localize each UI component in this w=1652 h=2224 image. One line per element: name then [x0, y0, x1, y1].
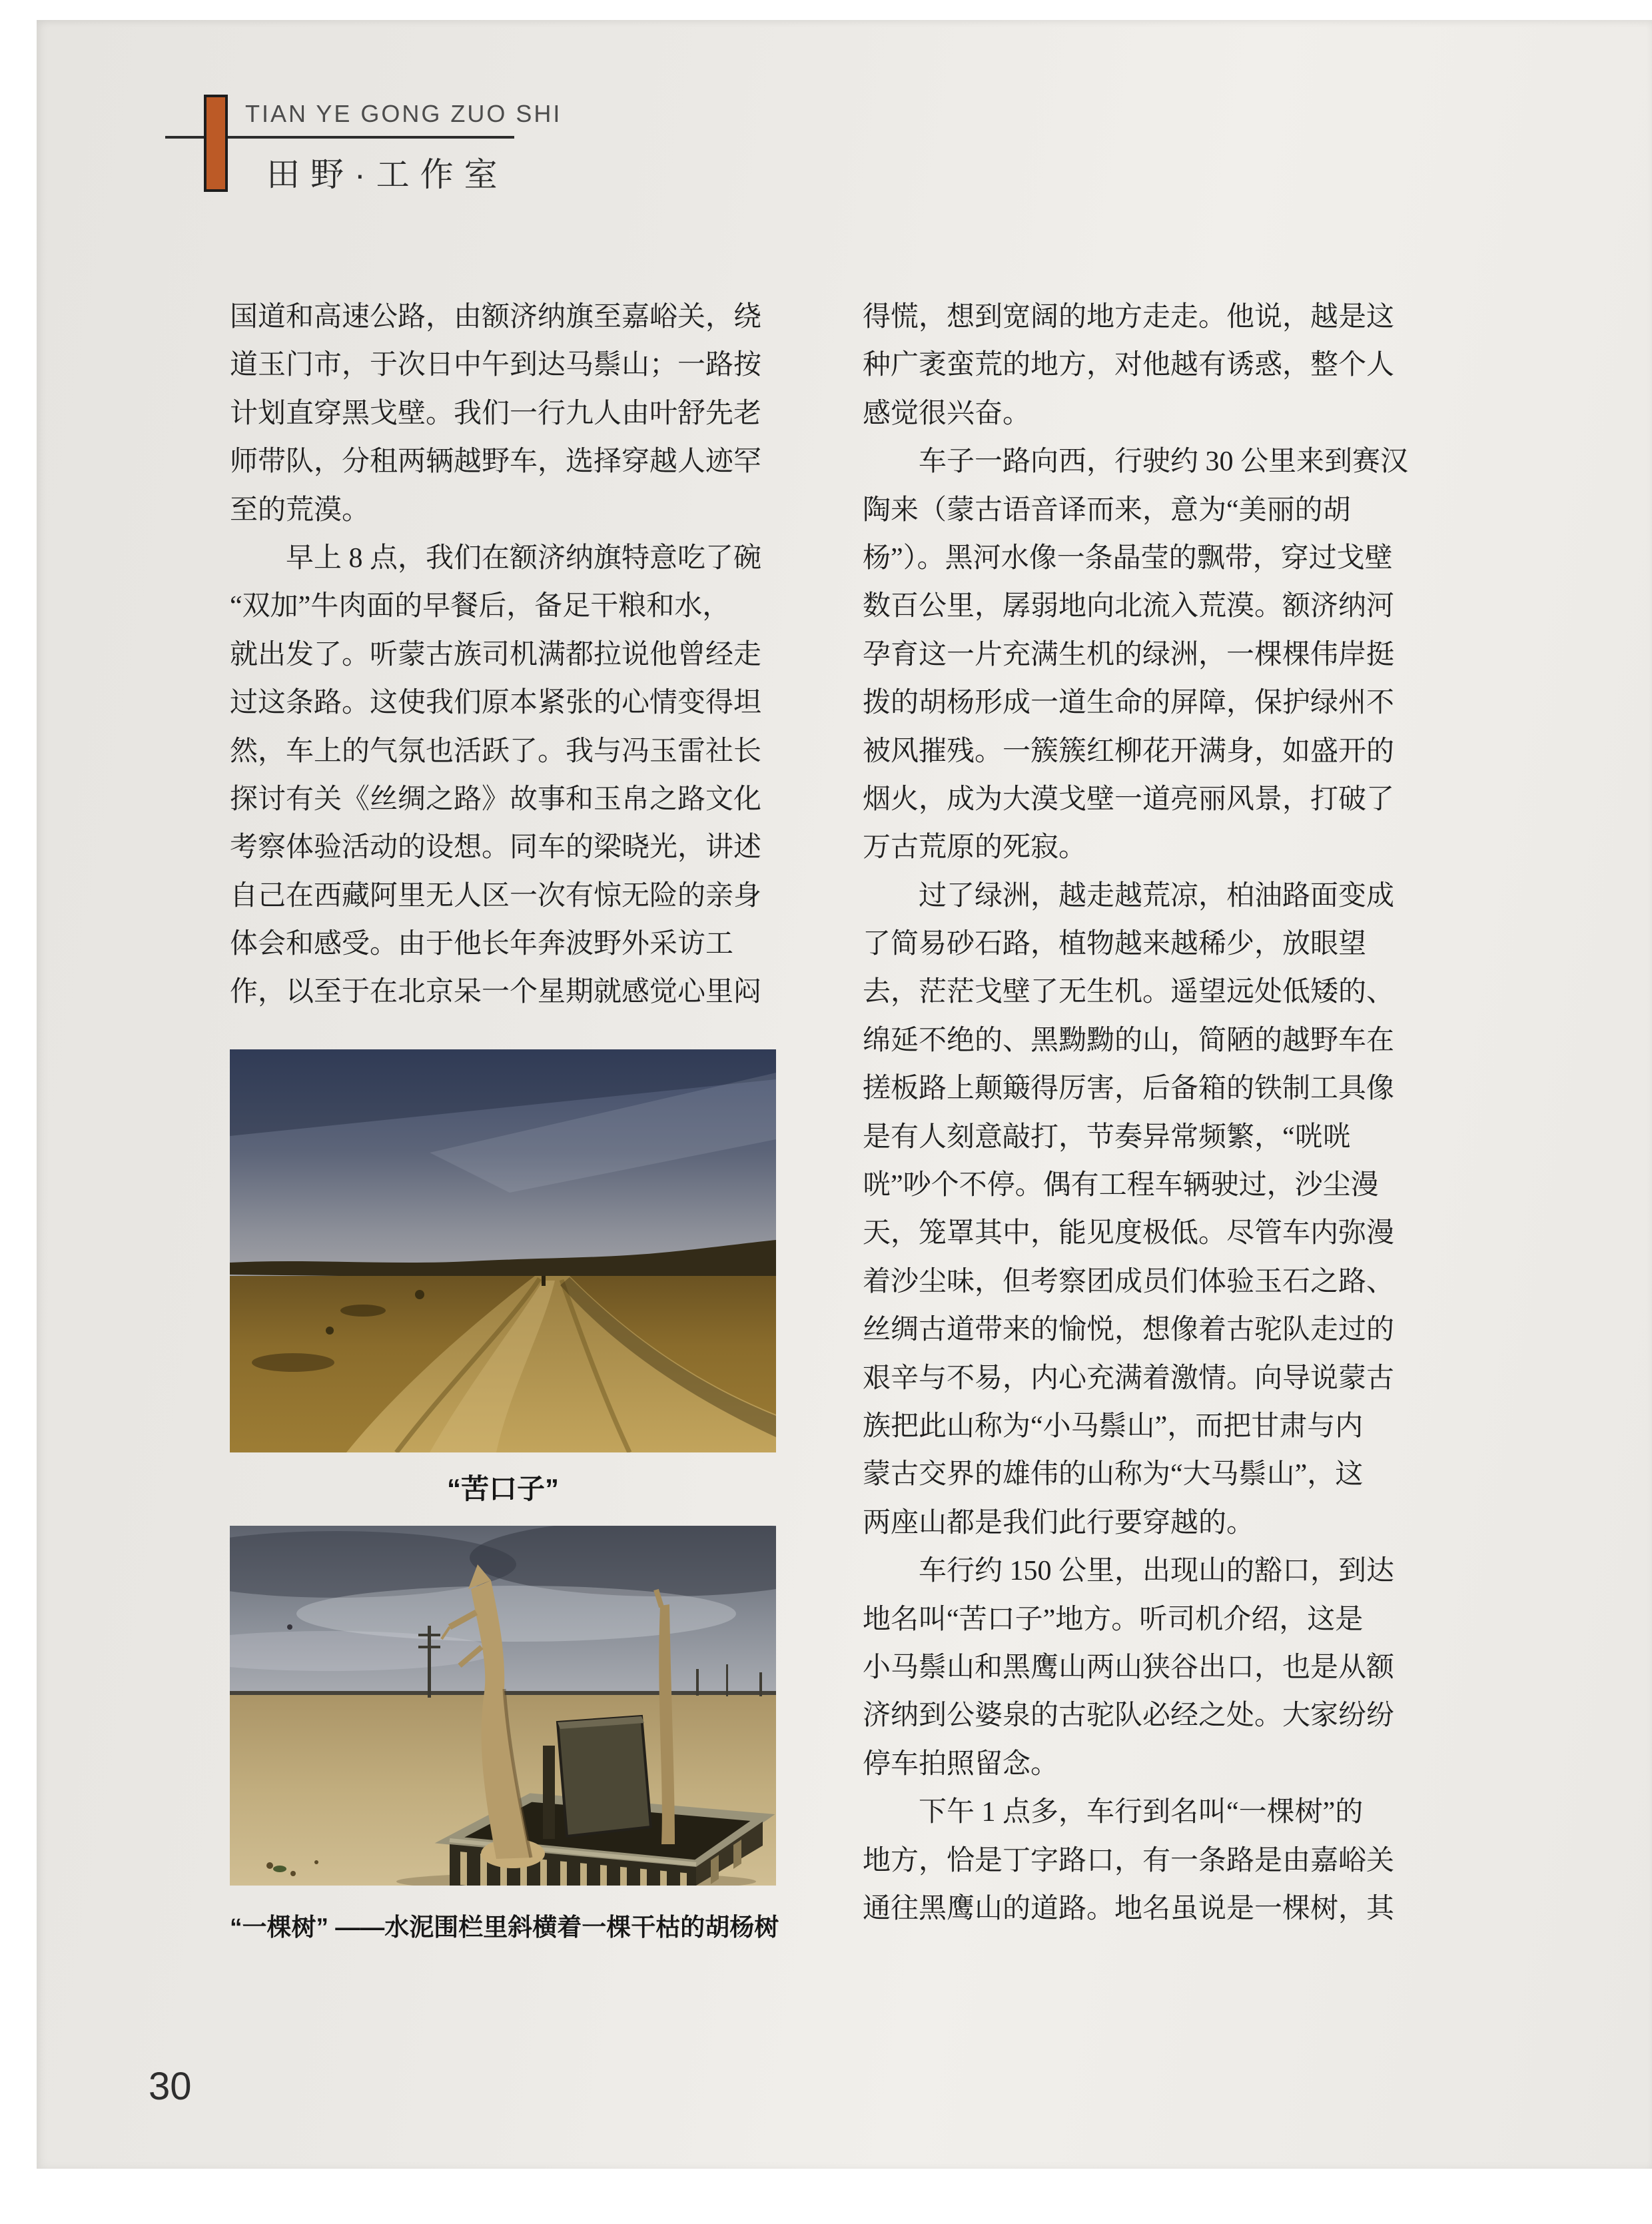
- page-number: 30: [149, 2065, 192, 2108]
- text-line: 被风摧残。一簇簇红柳花开满身，如盛开的: [863, 736, 1395, 767]
- photo-desert-road: [230, 1049, 776, 1452]
- text-line: 搓板路上颠簸得厉害，后备箱的铁制工具像: [863, 1073, 1395, 1105]
- text-line: 作，以至于在北京呆一个星期就感觉心里闷: [230, 977, 762, 1008]
- text-line: 小马鬃山和黑鹰山两山狭谷出口，也是从额: [863, 1652, 1395, 1683]
- text-line: 过了绿洲，越走越荒凉，柏油路面变成: [863, 880, 1395, 911]
- text-line: 通往黑鹰山的道路。地名虽说是一棵树，其: [863, 1893, 1395, 1924]
- text-line: 道玉门市，于次日中午到达马鬃山；一路按: [230, 350, 762, 381]
- text-line: 体会和感受。由于他长年奔波野外采访工: [230, 929, 734, 960]
- text-line: 种广袤蛮荒的地方，对他越有诱惑，整个人: [863, 350, 1395, 381]
- text-line: 是有人刻意敲打，节奏异常频繁，“咣咣: [863, 1121, 1351, 1153]
- text-line: 艰辛与不易，内心充满着激情。向导说蒙古: [863, 1363, 1395, 1394]
- photo-dead-poplar-monument: [230, 1526, 776, 1886]
- text-line: 杨”）。黑河水像一条晶莹的飘带，穿过戈壁: [863, 542, 1393, 574]
- text-line: 咣”吵个不停。偶有工程车辆驶过，沙尘漫: [863, 1170, 1379, 1201]
- text-line: 至的荒漠。: [230, 494, 370, 526]
- text-line: 族把此山称为“小马鬃山”，而把甘肃与内: [863, 1410, 1364, 1442]
- text-line: 考察体验活动的设想。同车的梁晓光，讲述: [230, 832, 762, 863]
- text-line: 陶来（蒙古语音译而来，意为“美丽的胡: [863, 494, 1351, 526]
- text-line: 天，笼罩其中，能见度极低。尽管车内弥漫: [863, 1218, 1395, 1249]
- photo-caption-yikeshu: “一棵树” ——水泥围栏里斜横着一棵干枯的胡杨树: [230, 1914, 779, 1941]
- text-line: 去，茫茫戈壁了无生机。遥望远处低矮的、: [863, 977, 1395, 1008]
- text-line: 早上 8 点，我们在额济纳旗特意吃了碗: [230, 542, 762, 574]
- text-line: 地方，恰是丁字路口，有一条路是由嘉峪关: [863, 1845, 1395, 1876]
- text-line: 丝绸古道带来的愉悦，想像着古驼队走过的: [863, 1315, 1395, 1346]
- article-right-column: [863, 293, 1462, 1933]
- text-line: 车子一路向西，行驶约 30 公里来到赛汉: [863, 446, 1409, 478]
- text-line: 探讨有关《丝绸之路》故事和玉帛之路文化: [230, 784, 762, 815]
- text-line: “双加”牛肉面的早餐后，备足干粮和水，: [230, 591, 731, 622]
- text-line: 下午 1 点多，车行到名叫“一棵树”的: [863, 1797, 1364, 1828]
- scanned-magazine-page: [37, 20, 1652, 2169]
- text-line: 数百公里，孱弱地向北流入荒漠。额济纳河: [863, 591, 1395, 622]
- text-line: 两座山都是我们此行要穿越的。: [863, 1507, 1255, 1538]
- text-line: 着沙尘味，但考察团成员们体验玉石之路、: [863, 1266, 1395, 1297]
- text-line: 得慌，想到宽阔的地方走走。他说，越是这: [863, 302, 1395, 332]
- text-line: 拨的胡杨形成一道生命的屏障，保护绿州不: [863, 688, 1395, 719]
- photo-caption-kukouzi: “苦口子”: [446, 1473, 559, 1504]
- text-line: 停车拍照留念。: [863, 1748, 1059, 1780]
- text-line: 计划直穿黑戈壁。我们一行九人由叶舒先老: [230, 398, 762, 429]
- text-line: 烟火，成为大漠戈壁一道亮丽风景，打破了: [863, 784, 1395, 815]
- text-line: 自己在西藏阿里无人区一次有惊无险的亲身: [230, 880, 762, 911]
- text-line: 济纳到公婆泉的古驼队必经之处。大家纷纷: [863, 1700, 1395, 1732]
- logo-title: 田野·工作室: [266, 156, 508, 193]
- logo-pinyin: TIAN YE GONG ZUO SHI: [245, 100, 562, 127]
- text-line: 就出发了。听蒙古族司机满都拉说他曾经走: [230, 639, 762, 670]
- text-line: 了简易砂石路，植物越来越稀少，放眼望: [863, 929, 1367, 960]
- text-line: 蒙古交界的雄伟的山称为“大马鬃山”，这: [863, 1459, 1364, 1490]
- text-line: 万古荒原的死寂。: [863, 832, 1087, 863]
- text-line: 过这条路。这使我们原本紧张的心情变得坦: [230, 688, 762, 719]
- text-line: 绵延不绝的、黑黝黝的山，简陋的越野车在: [863, 1025, 1395, 1056]
- text-line: 车行约 150 公里，出现山的豁口，到达: [863, 1556, 1395, 1587]
- text-line: 师带队，分租两辆越野车，选择穿越人迹罕: [230, 446, 762, 478]
- text-line: 感觉很兴奋。: [863, 398, 1031, 429]
- text-line: 国道和高速公路，由额济纳旗至嘉峪关，绕: [230, 302, 762, 332]
- article-left-column: [230, 293, 816, 1017]
- text-line: 地名叫“苦口子”地方。听司机介绍，这是: [863, 1604, 1364, 1635]
- text-line: 然，车上的气氛也活跃了。我与冯玉雷社长: [230, 736, 762, 767]
- text-line: 孕育这一片充满生机的绿洲，一棵棵伟岸挺: [863, 639, 1395, 670]
- logo-accent-bar-icon: [204, 95, 228, 192]
